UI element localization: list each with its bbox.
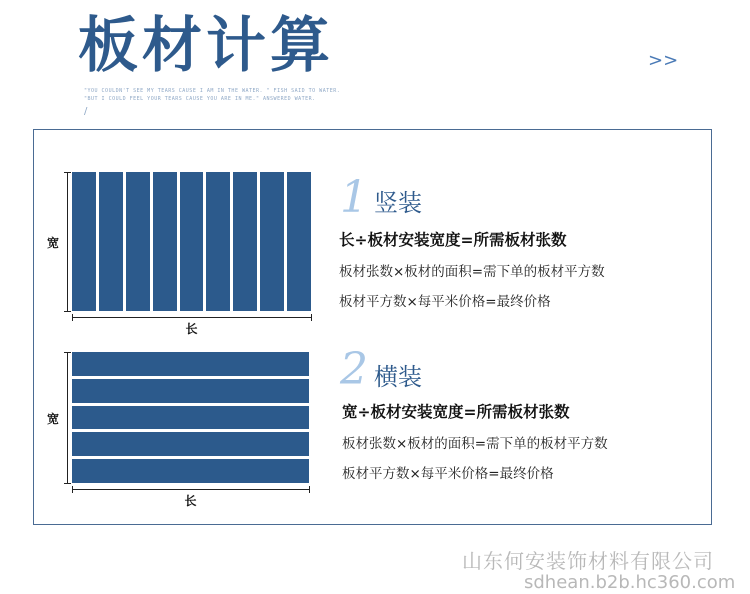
dimension-tick [64,172,71,173]
board-panel [72,459,309,483]
board-panel [126,172,150,311]
length-dimension-line [72,489,309,490]
board-panel [260,172,284,311]
subtitle-line-2: "BUT I COULD FEEL YOUR TEARS CAUSE YOU ARE IN ME." ANSWERED WATER. [84,96,316,102]
board-panel [287,172,311,311]
board-panel [180,172,204,311]
step-2-title: 横装 [374,363,422,391]
width-dimension-line [67,352,68,483]
double-chevron-icon: >> [648,50,679,71]
board-panel [206,172,230,311]
board-panel [72,406,309,430]
board-panel [99,172,123,311]
board-panel [153,172,177,311]
watermark-url: sdhean.b2b.hc360.com [524,572,736,593]
step-2-formula-price: 板材平方数×每平米价格=最终价格 [342,466,554,482]
step-1-number: 1 [340,172,368,223]
step-1-formula-price: 板材平方数×每平米价格=最终价格 [339,294,551,310]
board-panel [72,379,309,403]
dimension-tick [64,483,71,484]
watermark-company: 山东何安装饰材料有限公司 [462,549,714,573]
length-label: 长 [185,322,198,336]
dimension-tick [72,486,73,493]
board-panel [72,352,309,376]
step-1-title: 竖装 [374,189,422,217]
dimension-tick [72,314,73,321]
subtitle-line-1: "YOU COULDN'T SEE MY TEARS CAUSE I AM IN THE WATER. " FISH SAID TO WATER. [84,88,341,94]
width-label: 宽 [47,235,60,250]
subtitle-quote [84,87,340,103]
dimension-tick [64,352,71,353]
width-dimension-line [67,172,68,311]
dimension-tick [64,311,71,312]
length-label: 长 [184,494,197,508]
step-1-formula-main: 长÷板材安装宽度=所需板材张数 [339,231,567,249]
length-dimension-line [72,317,311,318]
width-label: 宽 [47,411,60,426]
dimension-tick [309,486,310,493]
step-1-formula-area: 板材张数×板材的面积=需下单的板材平方数 [339,264,605,280]
step-2-formula-main: 宽÷板材安装宽度=所需板材张数 [342,403,570,421]
board-panel [72,432,309,456]
board-panel [72,172,96,311]
dimension-tick [311,314,312,321]
decorative-slash: / [84,106,88,117]
step-2-formula-area: 板材张数×板材的面积=需下单的板材平方数 [342,436,608,452]
step-2-number: 2 [340,344,368,395]
board-panel [233,172,257,311]
page-title: 板材计算 [78,11,334,81]
